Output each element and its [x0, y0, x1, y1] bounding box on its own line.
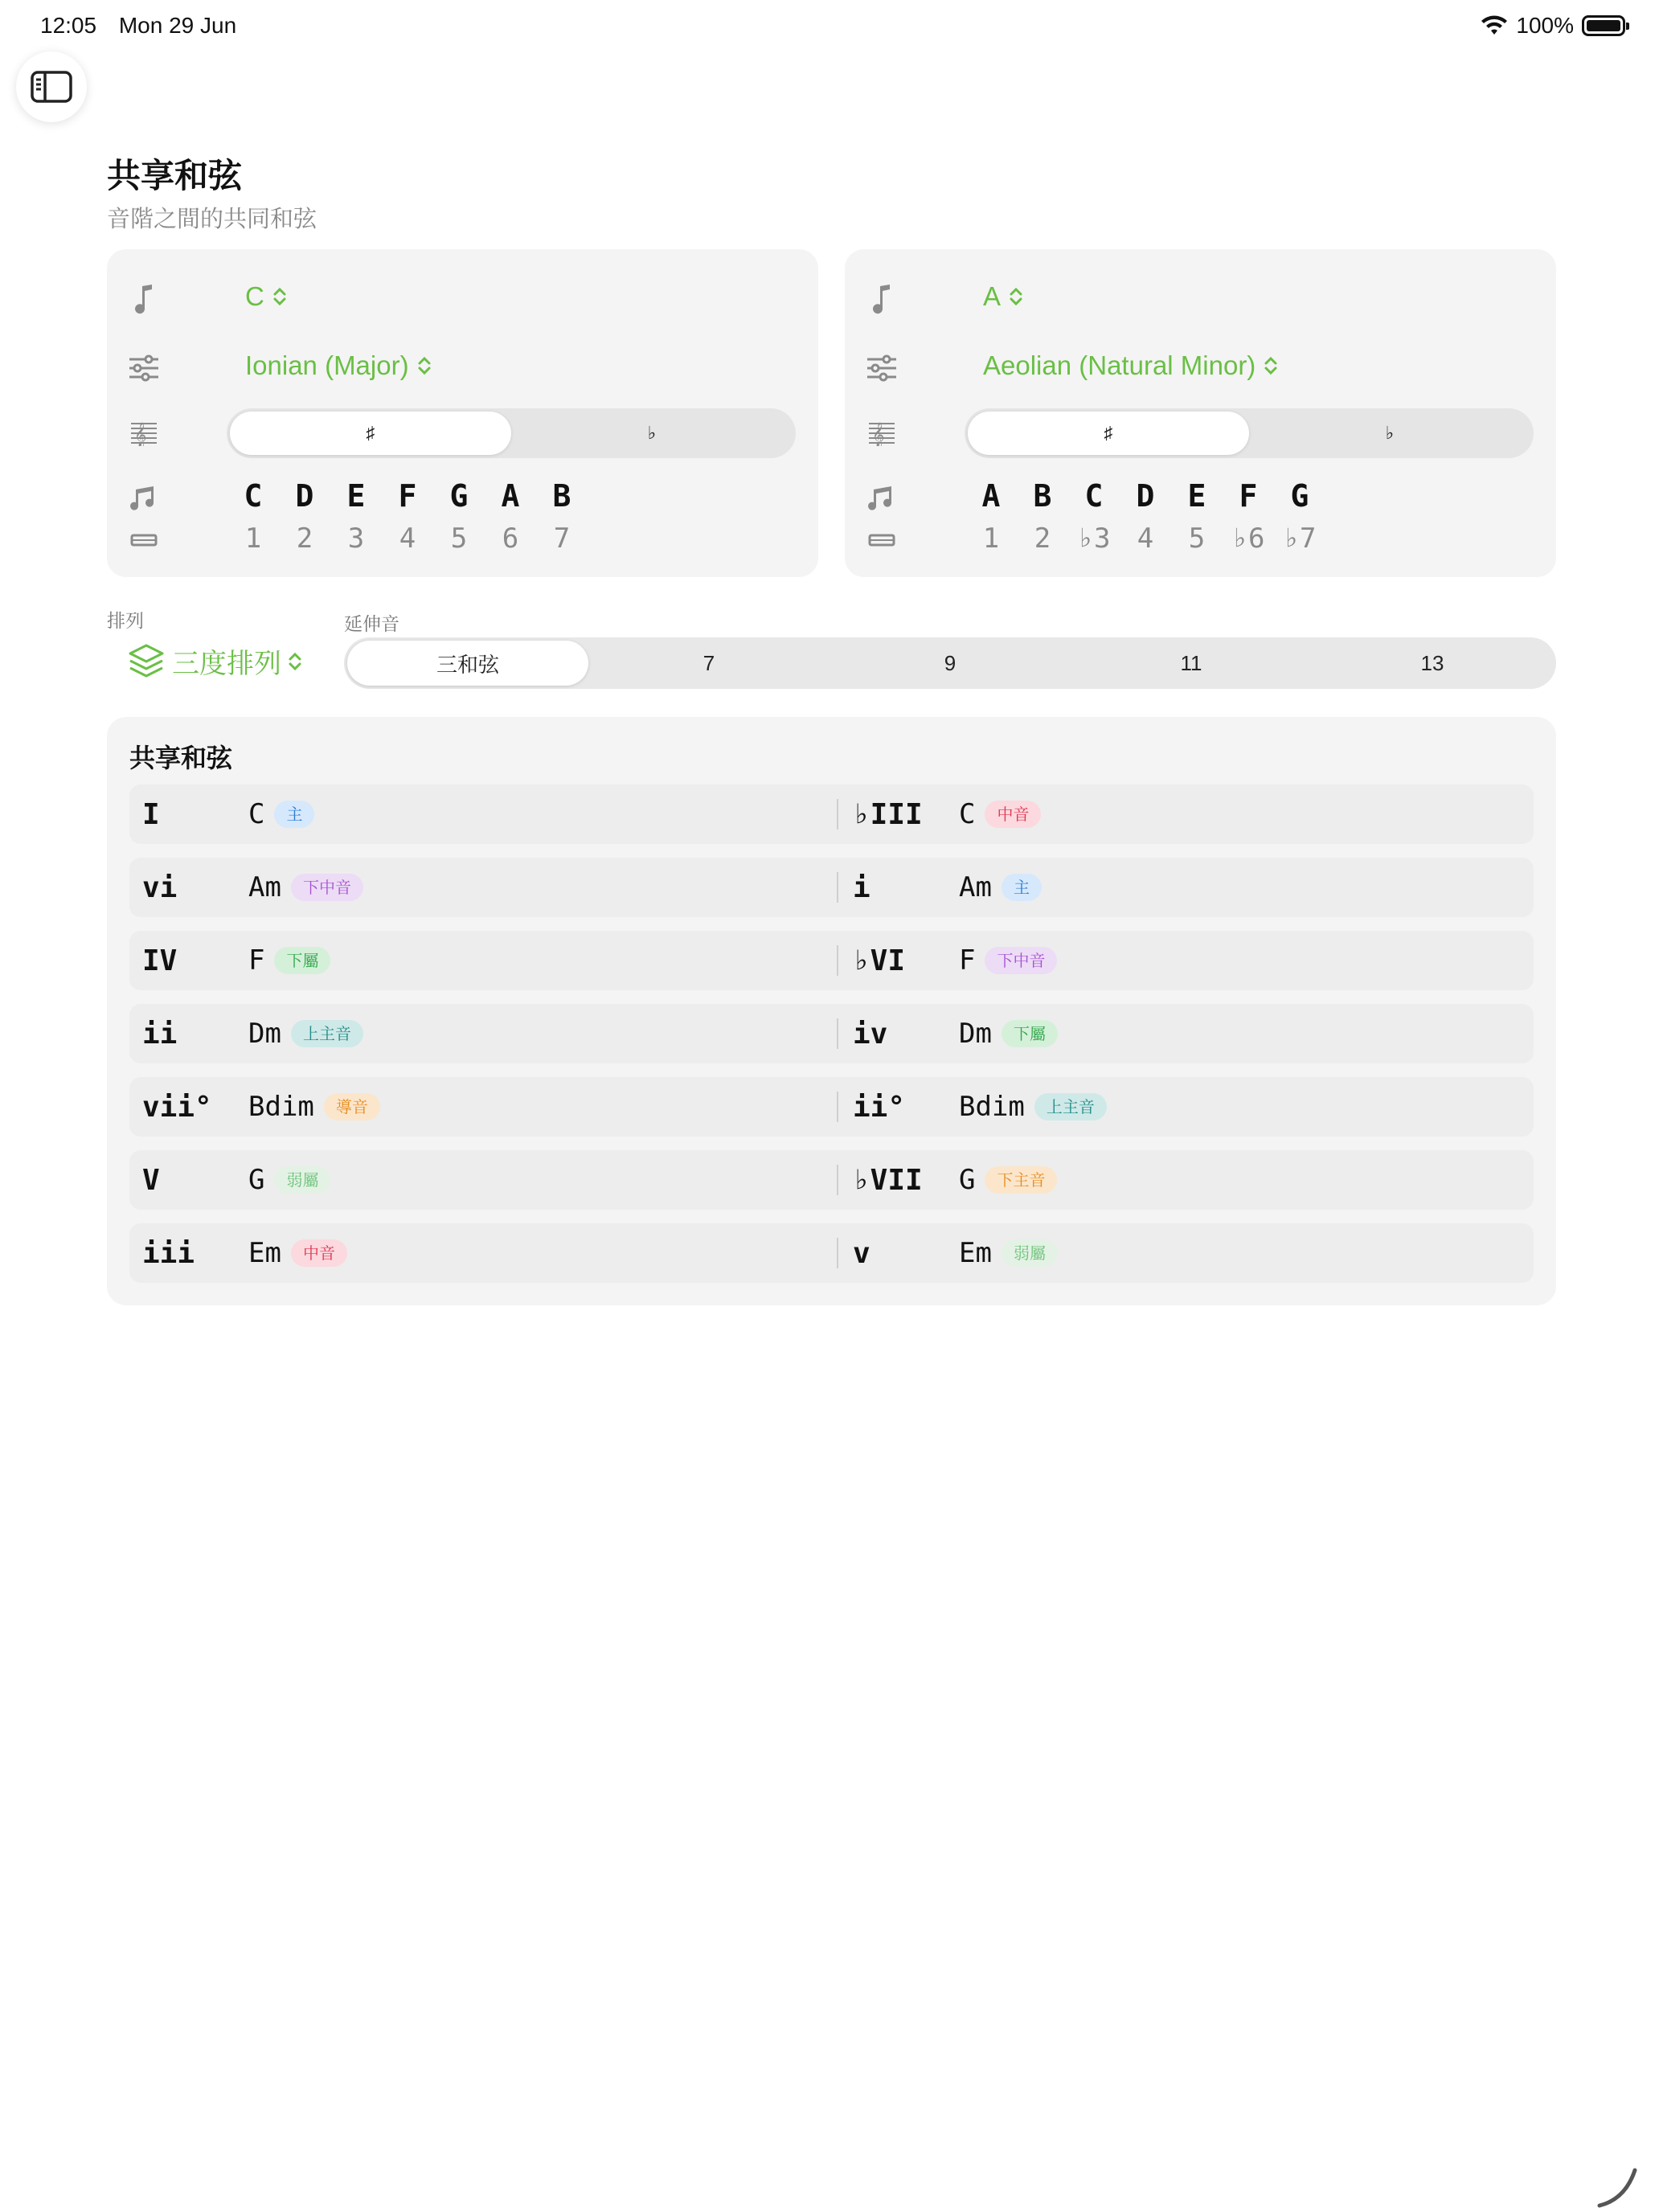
mode-picker[interactable] — [245, 350, 432, 381]
status-date: Mon 29 Jun — [118, 13, 237, 38]
note: A — [981, 478, 1001, 514]
scale-card-left — [107, 249, 818, 577]
note: E — [1187, 478, 1206, 514]
scale-notes — [965, 478, 1325, 514]
flat-option[interactable]: ♭ — [647, 423, 657, 443]
root-picker[interactable] — [983, 281, 1023, 312]
scale-notes — [227, 478, 588, 514]
degree: 6 — [502, 522, 519, 555]
chord-name: Dm — [248, 1018, 281, 1050]
ruler-icon — [866, 524, 898, 556]
chord-cell — [248, 944, 330, 977]
chord-name: Am — [959, 871, 992, 903]
degree: 2 — [1034, 522, 1051, 555]
note: D — [1136, 478, 1155, 514]
chord-cell — [248, 798, 314, 830]
sharp-option[interactable]: ♯ — [968, 412, 1249, 455]
function-badge: 弱屬 — [274, 1166, 330, 1194]
sidebar-toggle-button[interactable] — [16, 51, 87, 122]
function-badge: 主 — [274, 801, 314, 828]
svg-text:𝄞: 𝄞 — [134, 422, 147, 446]
note: F — [398, 478, 417, 514]
degree: 2 — [296, 522, 313, 555]
chord-name: G — [248, 1164, 265, 1196]
chord-row[interactable] — [129, 931, 1534, 990]
wifi-icon — [1481, 15, 1508, 36]
staff-icon — [128, 416, 160, 449]
scale-degrees — [227, 522, 588, 555]
row-divider — [837, 1018, 838, 1049]
svg-text:𝄞: 𝄞 — [872, 422, 885, 446]
row-divider — [837, 945, 838, 976]
scale-card-right — [845, 249, 1556, 577]
root-label: C — [245, 281, 264, 311]
mode-label: Aeolian (Natural Minor) — [983, 350, 1256, 380]
arrangement-value: 三度排列 — [172, 649, 281, 679]
shared-chords-title: 共享和弦 — [129, 743, 233, 772]
chord-name: Am — [248, 871, 281, 903]
degree: 4 — [399, 522, 416, 555]
roman-numeral: I — [142, 797, 160, 831]
sharp-option[interactable]: ♯ — [230, 412, 511, 455]
function-badge: 中音 — [291, 1239, 347, 1267]
chord-cell — [248, 1164, 330, 1196]
chord-row[interactable] — [129, 1223, 1534, 1283]
chord-cell — [959, 871, 1042, 903]
accidental-toggle[interactable] — [965, 408, 1534, 458]
mode-picker[interactable] — [983, 350, 1278, 381]
extension-option-triad[interactable]: 三和弦 — [347, 641, 588, 686]
degree: 4 — [1137, 522, 1154, 555]
chord-cell — [959, 944, 1057, 977]
function-badge: 上主音 — [291, 1020, 363, 1047]
chevron-updown-icon — [272, 285, 287, 308]
chord-name: F — [959, 944, 976, 977]
extension-option-7[interactable]: 7 — [703, 650, 715, 675]
function-badge: 下屬 — [1002, 1020, 1058, 1047]
mode-label: Ionian (Major) — [245, 350, 409, 380]
chord-cell — [959, 1018, 1058, 1050]
sidebar-icon — [31, 71, 72, 103]
degree: 5 — [1188, 522, 1206, 555]
degree: 1 — [244, 522, 262, 555]
extensions-label: 延伸音 — [344, 613, 399, 634]
function-badge: 主 — [1002, 874, 1042, 901]
sliders-icon — [128, 352, 160, 384]
function-badge: 上主音 — [1034, 1093, 1107, 1120]
notes-icon — [128, 482, 160, 514]
function-badge: 中音 — [985, 801, 1041, 828]
degree: ♭7 — [1283, 522, 1317, 555]
chevron-updown-icon — [1264, 354, 1278, 377]
function-badge: 弱屬 — [1002, 1239, 1058, 1267]
status-right — [1481, 13, 1625, 39]
note: F — [1239, 478, 1258, 514]
sliders-icon — [866, 352, 898, 384]
degree: 5 — [450, 522, 468, 555]
chord-cell — [959, 798, 1041, 830]
extension-option-11[interactable]: 11 — [1180, 650, 1202, 675]
row-divider — [837, 1238, 838, 1268]
chord-cell — [959, 1237, 1058, 1269]
chord-name: C — [248, 798, 265, 830]
chevron-updown-icon — [288, 650, 302, 673]
music-note-icon — [866, 283, 898, 315]
chevron-updown-icon — [1009, 285, 1023, 308]
roman-numeral: v — [853, 1236, 870, 1270]
note: G — [1290, 478, 1309, 514]
arrangement-label: 排列 — [107, 610, 144, 631]
status-left — [40, 13, 252, 39]
row-divider — [837, 1165, 838, 1195]
roman-numeral: ♭III — [853, 797, 923, 831]
chord-cell — [248, 871, 363, 903]
chord-name: Em — [959, 1237, 992, 1269]
layers-icon — [127, 642, 166, 681]
degree: ♭3 — [1077, 522, 1111, 555]
chord-name: G — [959, 1164, 976, 1196]
page-subtitle: 音階之間的共同和弦 — [107, 207, 317, 232]
chord-name: F — [248, 944, 265, 977]
note: D — [295, 478, 314, 514]
chord-cell — [248, 1091, 380, 1123]
degree: 1 — [982, 522, 1000, 555]
status-time: 12:05 — [40, 13, 97, 38]
degree: ♭6 — [1231, 522, 1265, 555]
note: E — [346, 478, 366, 514]
note: B — [552, 478, 571, 514]
extension-option-9[interactable]: 9 — [944, 650, 956, 675]
root-picker[interactable] — [245, 281, 287, 312]
accidental-toggle[interactable] — [227, 408, 796, 458]
chord-name: Em — [248, 1237, 281, 1269]
chord-name: Bdim — [959, 1091, 1025, 1123]
roman-numeral: ii — [142, 1017, 178, 1051]
shared-chords-card — [107, 717, 1556, 1305]
roman-numeral: iv — [853, 1017, 888, 1051]
chord-name: Dm — [959, 1018, 992, 1050]
row-divider — [837, 799, 838, 830]
battery-icon — [1582, 15, 1625, 36]
chord-name: Bdim — [248, 1091, 314, 1123]
scale-degrees — [965, 522, 1325, 555]
chord-cell — [248, 1237, 347, 1269]
function-badge: 下中音 — [985, 947, 1057, 974]
music-note-icon — [128, 283, 160, 315]
chord-row[interactable] — [129, 1150, 1534, 1210]
note: A — [501, 478, 520, 514]
chord-name: C — [959, 798, 976, 830]
function-badge: 下中音 — [291, 874, 363, 901]
note: C — [1084, 478, 1104, 514]
roman-numeral: vii° — [142, 1090, 212, 1124]
chord-row[interactable] — [129, 784, 1534, 844]
row-divider — [837, 872, 838, 903]
function-badge: 下主音 — [985, 1166, 1057, 1194]
notes-icon — [866, 482, 898, 514]
note: C — [244, 478, 263, 514]
roman-numeral: ♭VI — [853, 944, 906, 977]
chord-row[interactable] — [129, 1004, 1534, 1063]
status-bar — [40, 11, 1625, 40]
extension-option-13[interactable]: 13 — [1420, 650, 1444, 675]
roman-numeral: vi — [142, 870, 178, 904]
row-divider — [837, 1092, 838, 1122]
flat-option[interactable]: ♭ — [1385, 423, 1395, 443]
chevron-updown-icon — [417, 354, 432, 377]
battery-percent: 100% — [1516, 13, 1574, 38]
extensions-segmented-control[interactable] — [344, 637, 1556, 689]
staff-icon — [866, 416, 898, 449]
arrangement-picker[interactable] — [127, 641, 302, 681]
roman-numeral: V — [142, 1163, 160, 1197]
chord-cell — [248, 1018, 363, 1050]
note: B — [1033, 478, 1052, 514]
degree: 3 — [347, 522, 365, 555]
chord-cell — [959, 1091, 1107, 1123]
roman-numeral: ii° — [853, 1090, 906, 1124]
resize-handle-icon[interactable] — [1593, 2164, 1641, 2212]
chord-row[interactable] — [129, 1077, 1534, 1137]
roman-numeral: i — [853, 870, 870, 904]
function-badge: 導音 — [324, 1093, 380, 1120]
root-label: A — [983, 281, 1002, 311]
chord-row[interactable] — [129, 858, 1534, 917]
roman-numeral: IV — [142, 944, 178, 977]
function-badge: 下屬 — [274, 947, 330, 974]
roman-numeral: ♭VII — [853, 1163, 923, 1197]
note: G — [449, 478, 469, 514]
roman-numeral: iii — [142, 1236, 195, 1270]
ruler-icon — [128, 524, 160, 556]
chord-cell — [959, 1164, 1057, 1196]
page-title: 共享和弦 — [107, 157, 243, 195]
degree: 7 — [553, 522, 571, 555]
